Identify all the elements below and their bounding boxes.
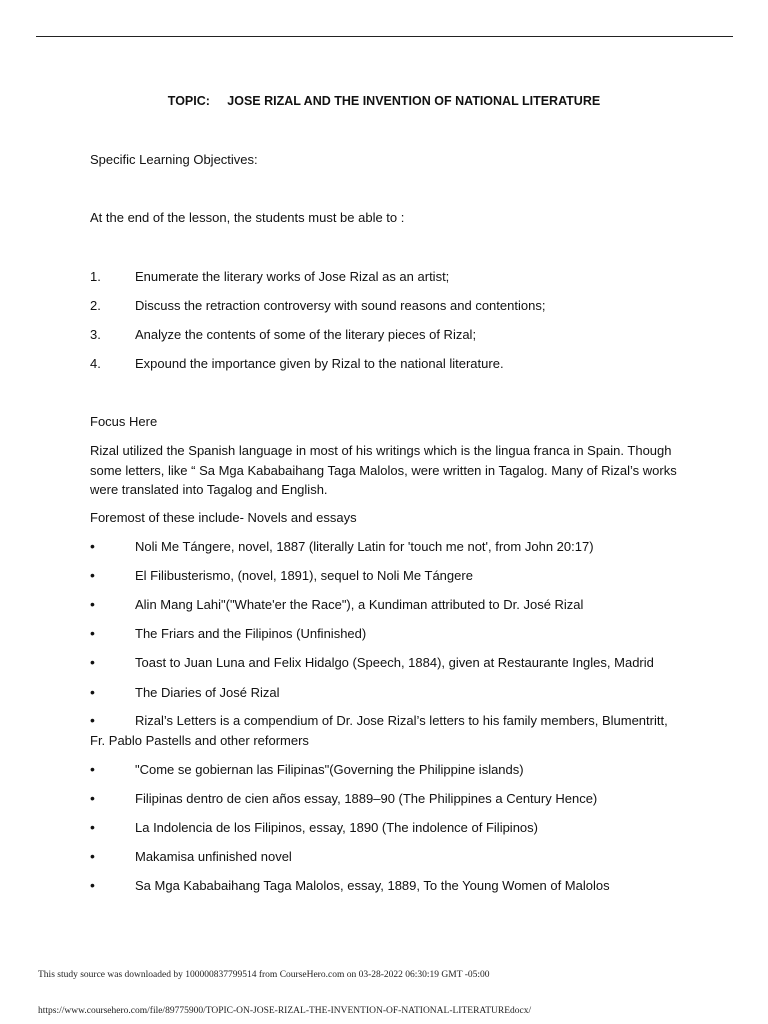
bullet-icon: • bbox=[90, 625, 95, 641]
header-rule bbox=[36, 36, 733, 37]
document-title: TOPIC: JOSE RIZAL AND THE INVENTION OF NATIONAL LITERATURE bbox=[167, 94, 601, 108]
objective-text: Expound the importance given by Rizal to the national literature. bbox=[135, 356, 504, 371]
objective-number: 3. bbox=[90, 327, 101, 342]
list-item-text: Alin Mang Lahi"("Whate'er the Race"), a Kundiman attributed to Dr. José Rizal bbox=[135, 597, 584, 612]
list-item-text: Rizal’s Letters is a compendium of Dr. Jose Rizal’s letters to his family members, Blumentritt, Fr. Pablo Pastells and other reformers bbox=[90, 713, 668, 748]
list-item-text: El Filibusterismo, (novel, 1891), sequel to Noli Me Tángere bbox=[135, 568, 473, 583]
objective-text: Discuss the retraction controversy with sound reasons and contentions; bbox=[135, 298, 546, 313]
bullet-icon: • bbox=[90, 712, 95, 728]
objective-text: Analyze the contents of some of the literary pieces of Rizal; bbox=[135, 327, 477, 342]
bullet-icon: • bbox=[90, 877, 95, 893]
bullet-icon: • bbox=[90, 567, 95, 583]
focus-heading: Focus Here bbox=[90, 414, 158, 429]
works-intro: Foremost of these include- Novels and essays bbox=[90, 510, 357, 525]
bullet-icon: • bbox=[90, 848, 95, 864]
list-item-text: The Diaries of José Rizal bbox=[135, 685, 280, 700]
bullet-icon: • bbox=[90, 790, 95, 806]
list-item-text: Sa Mga Kababaihang Taga Malolos, essay, 1889, To the Young Women of Malolos bbox=[135, 878, 610, 893]
bullet-icon: • bbox=[90, 538, 95, 554]
list-item-text: Noli Me Tángere, novel, 1887 (literally Latin for 'touch me not', from John 20:17) bbox=[135, 539, 594, 554]
list-item-text: Toast to Juan Luna and Felix Hidalgo (Speech, 1884), given at Restaurante Ingles, Madrid bbox=[135, 655, 654, 670]
list-item-text: The Friars and the Filipinos (Unfinished) bbox=[135, 626, 367, 641]
footer-source-note: This study source was downloaded by 100000837799514 from CourseHero.com on 03-28-2022 06:30:19 GMT -05:00 bbox=[38, 970, 490, 980]
objectives-intro: At the end of the lesson, the students must be able to : bbox=[90, 210, 405, 225]
bullet-icon: • bbox=[90, 684, 95, 700]
bullet-icon: • bbox=[90, 761, 95, 777]
objective-number: 2. bbox=[90, 298, 101, 313]
objectives-heading: Specific Learning Objectives: bbox=[90, 152, 258, 167]
list-item-text: Filipinas dentro de cien años essay, 1889–90 (The Philippines a Century Hence) bbox=[135, 791, 598, 806]
bullet-icon: • bbox=[90, 819, 95, 835]
objective-number: 1. bbox=[90, 269, 101, 284]
list-item bbox=[90, 711, 680, 750]
list-item-text: Makamisa unfinished novel bbox=[135, 849, 292, 864]
list-item-text: La Indolencia de los Filipinos, essay, 1890 (The indolence of Filipinos) bbox=[135, 820, 538, 835]
bullet-icon: • bbox=[90, 654, 95, 670]
footer-url[interactable]: https://www.coursehero.com/file/89775900/TOPIC-ON-JOSE-RIZAL-THE-INVENTION-OF-NATIONAL-LITERATUREdocx/ bbox=[38, 1006, 532, 1016]
list-item-text: "Come se gobiernan las Filipinas"(Governing the Philippine islands) bbox=[135, 762, 524, 777]
objective-number: 4. bbox=[90, 356, 101, 371]
bullet-icon: • bbox=[90, 596, 95, 612]
objective-text: Enumerate the literary works of Jose Rizal as an artist; bbox=[135, 269, 450, 284]
focus-paragraph: Rizal utilized the Spanish language in most of his writings which is the lingua franca in Spain. Though some letters, like “ Sa Mga Kababaihang Taga Malolos, were written in Tagalog. Many of Rizal’s works were translated into Tagalog and English. bbox=[90, 443, 677, 497]
